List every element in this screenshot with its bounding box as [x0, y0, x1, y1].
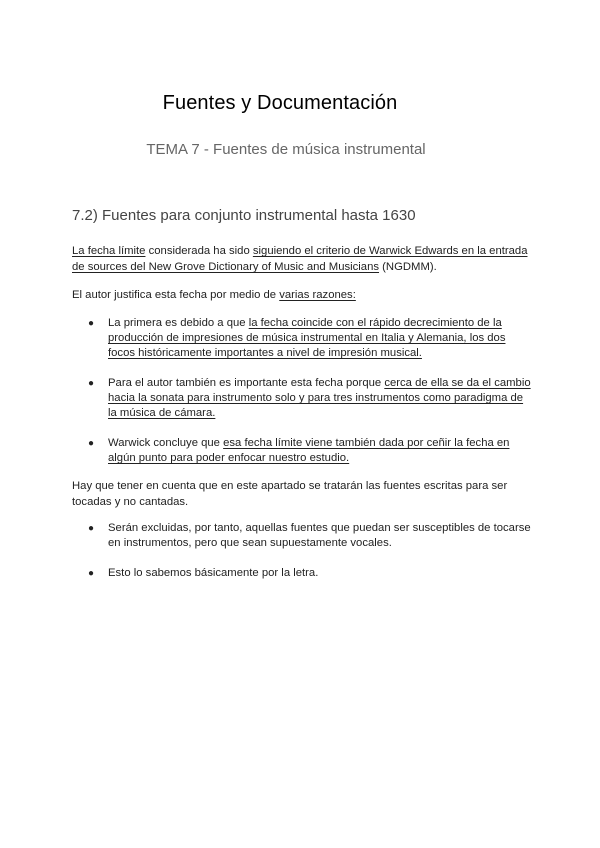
bullet-icon: ● — [88, 523, 95, 534]
paragraph-justificacion — [72, 287, 532, 303]
bullet-icon: ● — [88, 438, 95, 449]
reasons-list — [72, 316, 532, 466]
plain-text: considerada ha sido — [145, 245, 253, 257]
bullet-icon: ● — [88, 378, 95, 389]
list-item — [72, 436, 532, 466]
paragraph-fuentes-escritas: Hay que tener en cuenta que en este apartado se tratarán las fuentes escritas para ser tocadas y no cantadas. — [72, 480, 508, 508]
plain-text: Esto lo sabemos básicamente por la letra. — [108, 567, 319, 579]
plain-text: (NGDMM). — [379, 261, 437, 273]
section-heading: 7.2) Fuentes para conjunto instrumental hasta 1630 — [72, 207, 416, 224]
underlined-text: La fecha límite — [72, 245, 146, 257]
underlined-text: esa fecha límite viene también dada por ceñir la fecha en algún punto para poder enfocar nuestro estudio. — [108, 437, 510, 464]
list-item — [72, 316, 532, 361]
notes-list — [72, 521, 532, 581]
underlined-text: varias razones: — [279, 289, 356, 301]
underlined-text: la fecha coincide con el rápido decrecimiento de la producción de impresiones de música instrumental en Italia y Alemania, los dos focos históricamente importantes a nivel de impresión musical. — [108, 317, 506, 359]
underlined-text: cerca de ella se da el cambio hacia la sonata para instrumento solo y para tres instrumentos como paradigma de la música de cámara. — [108, 377, 531, 419]
plain-text: Warwick concluye que — [108, 437, 224, 449]
plain-text: Serán excluidas, por tanto, aquellas fuentes que puedan ser susceptibles de tocarse en instrumentos, pero que sean supuestamente vocales. — [108, 522, 531, 549]
bullet-icon: ● — [88, 568, 95, 579]
plain-text: La primera es debido a que — [108, 317, 249, 329]
list-item — [72, 376, 532, 421]
document-title: Fuentes y Documentación — [162, 92, 398, 114]
underlined-text: siguiendo el criterio de Warwick Edwards en la entrada de sources del New Grove Dictionary of Music and Musicians — [72, 245, 528, 273]
list-item — [72, 566, 532, 581]
plain-text: Para el autor también es importante esta fecha porque — [108, 377, 385, 389]
list-item — [72, 521, 532, 551]
plain-text: El autor justifica esta fecha por medio de — [72, 289, 280, 301]
paragraph-fecha-limite — [72, 243, 532, 275]
bullet-icon: ● — [88, 318, 95, 329]
document-subtitle: TEMA 7 - Fuentes de música instrumental — [146, 141, 426, 158]
